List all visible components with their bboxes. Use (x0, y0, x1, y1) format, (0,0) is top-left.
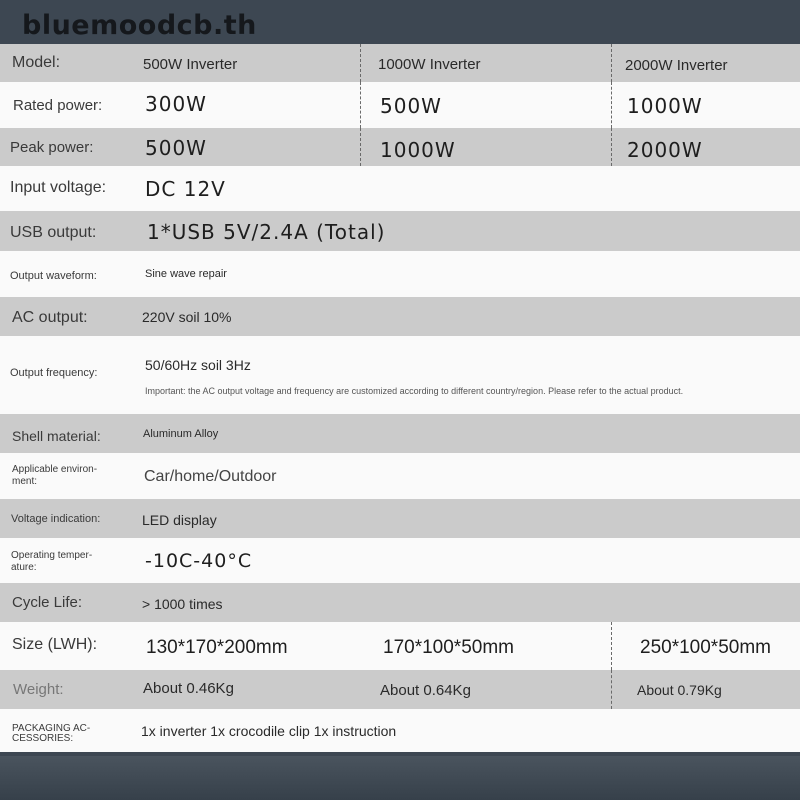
column-divider (611, 128, 612, 166)
row-label: AC output: (12, 309, 88, 326)
row-label: Output frequency: (10, 367, 98, 379)
weight-2000w: About 0.79Kg (637, 682, 722, 698)
rated-2000w: 1000W (627, 94, 703, 118)
row-label: Shell material: (12, 428, 101, 444)
frequency-note: Important: the AC output voltage and frequency are customized according to different country/region. Please refer to the actual product. (145, 386, 684, 396)
row-packaging-accessories (0, 709, 800, 752)
column-divider (611, 82, 612, 128)
cycle-life-value: > 1000 times (142, 596, 223, 612)
row-label: Voltage indication: (11, 513, 101, 525)
row-label: Weight: (13, 681, 64, 698)
row-cycle-life (0, 583, 800, 622)
voltage-indication-value: LED display (142, 512, 217, 528)
row-label: Output waveform: (10, 270, 97, 282)
ac-output-value: 220V soil 10% (142, 309, 232, 325)
column-divider (360, 44, 361, 82)
row-shell-material (0, 414, 800, 453)
row-label-line1: PACKAGING AC- (12, 723, 91, 734)
spec-table (0, 44, 800, 752)
bottom-background-band (0, 756, 800, 800)
operating-temperature-value: -10C-40°C (145, 550, 253, 572)
row-model (0, 44, 800, 82)
size-2000w: 250*100*50mm (640, 637, 771, 658)
row-label: Cycle Life: (12, 594, 83, 611)
row-weight (0, 670, 800, 709)
row-usb-output (0, 211, 800, 251)
peak-1000w: 1000W (380, 138, 456, 162)
row-label: Rated power: (13, 97, 103, 114)
column-divider (360, 82, 361, 128)
row-ac-output (0, 297, 800, 336)
row-label: Size (LWH): (12, 636, 98, 653)
peak-2000w: 2000W (627, 138, 703, 162)
weight-500w: About 0.46Kg (143, 680, 234, 697)
row-label-line2: CESSORIES: (12, 733, 74, 744)
row-label: Peak power: (10, 139, 94, 156)
output-waveform-value: Sine wave repair (145, 268, 227, 280)
column-divider (611, 670, 612, 709)
row-operating-temperature (0, 538, 800, 583)
packaging-accessories-value: 1x inverter 1x crocodile clip 1x instruction (141, 723, 397, 739)
peak-500w: 500W (145, 136, 207, 160)
row-label: Model: (12, 54, 61, 71)
rated-1000w: 500W (380, 94, 442, 118)
row-voltage-indication (0, 499, 800, 538)
output-frequency-value: 50/60Hz soil 3Hz (145, 357, 251, 373)
row-output-frequency (0, 336, 800, 414)
usb-output-value: 1*USB 5V/2.4A (Total) (147, 220, 386, 244)
row-applicable-environment (0, 453, 800, 499)
row-peak-power (0, 128, 800, 166)
applicable-environment-value: Car/home/Outdoor (144, 468, 277, 485)
row-rated-power (0, 82, 800, 128)
model-1000w: 1000W Inverter (378, 56, 481, 73)
shell-material-value: Aluminum Alloy (143, 428, 219, 440)
row-label-line2: ature: (11, 562, 37, 573)
row-label-line1: Operating temper- (11, 550, 93, 561)
row-label: Input voltage: (10, 179, 107, 196)
row-label-line1: Applicable environ- (12, 464, 98, 475)
column-divider (611, 622, 612, 670)
column-divider (611, 44, 612, 82)
row-label: USB output: (10, 224, 97, 241)
model-500w: 500W Inverter (143, 56, 238, 73)
row-size (0, 622, 800, 670)
size-1000w: 170*100*50mm (383, 637, 514, 658)
weight-1000w: About 0.64Kg (380, 682, 471, 699)
input-voltage-value: DC 12V (145, 177, 226, 201)
row-input-voltage (0, 166, 800, 211)
row-label-line2: ment: (12, 476, 38, 487)
brand-watermark: bluemoodcb.th (22, 10, 257, 41)
rated-500w: 300W (145, 92, 207, 116)
model-2000w: 2000W Inverter (625, 57, 728, 74)
column-divider (360, 128, 361, 166)
row-output-waveform (0, 251, 800, 297)
size-500w: 130*170*200mm (146, 637, 288, 658)
